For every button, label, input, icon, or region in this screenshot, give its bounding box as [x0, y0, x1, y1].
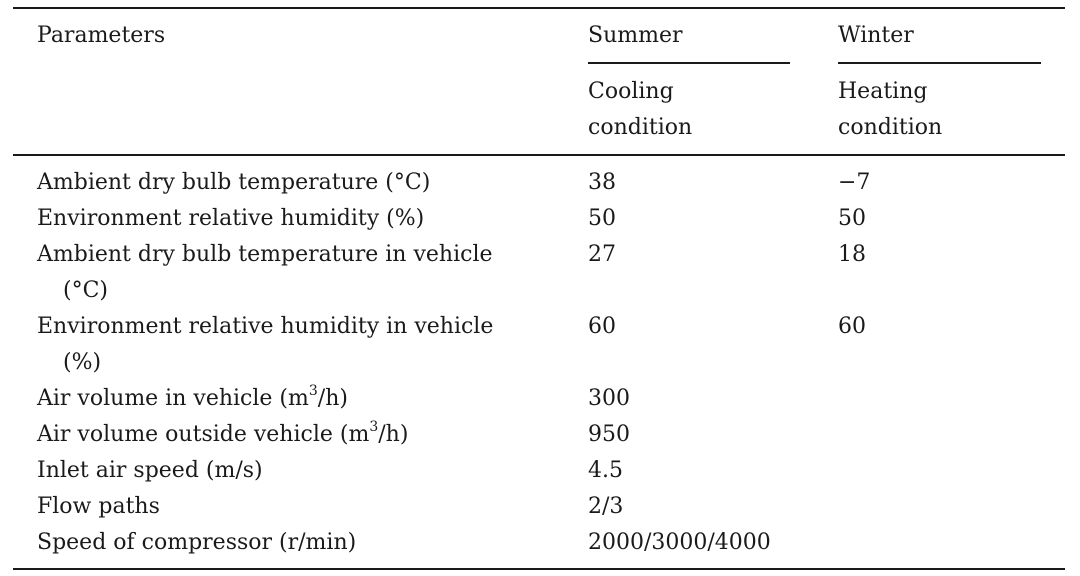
- header-summer: Summer: [588, 23, 683, 48]
- row-param: Speed of compressor (r/min): [37, 530, 357, 555]
- row-summer: 2000/3000/4000: [588, 530, 771, 555]
- row-param-pre: Air volume in vehicle (m: [37, 386, 309, 411]
- row-param: Environment relative humidity (%): [37, 206, 425, 231]
- row-param-sup: 3: [369, 418, 379, 435]
- row-param-line1: Environment relative humidity in vehicle: [37, 314, 494, 339]
- header-winter-sub: [838, 74, 942, 146]
- row-param-line2: (%): [63, 350, 102, 375]
- summer-header-rule: [588, 62, 790, 64]
- row-summer: 4.5: [588, 458, 623, 483]
- row-winter: 18: [838, 242, 866, 267]
- winter-header-rule: [838, 62, 1041, 64]
- parameters-table: [13, 0, 1065, 576]
- header-summer-sub: [588, 74, 692, 146]
- header-summer-sub-line2: condition: [588, 115, 693, 140]
- header-winter-sub-line2: condition: [838, 115, 943, 140]
- row-param-post: /h): [317, 386, 348, 411]
- row-param-line2: (°C): [63, 278, 108, 303]
- row-param: [37, 309, 493, 381]
- header-winter-sub-line1: Heating: [838, 79, 928, 104]
- row-param: Flow paths: [37, 494, 160, 519]
- row-summer: 50: [588, 206, 616, 231]
- row-winter: 60: [838, 314, 866, 339]
- header-summer-sub-line1: Cooling: [588, 79, 674, 104]
- row-summer: 2/3: [588, 494, 624, 519]
- header-winter: Winter: [838, 23, 914, 48]
- bottom-rule: [13, 568, 1065, 570]
- row-param-line1: Ambient dry bulb temperature in vehicle: [37, 242, 493, 267]
- row-param: [37, 237, 493, 309]
- row-param-sup: 3: [308, 382, 318, 399]
- row-summer: 950: [588, 422, 630, 447]
- row-param-pre: Air volume outside vehicle (m: [37, 422, 370, 447]
- row-param: Ambient dry bulb temperature (°C): [37, 170, 431, 195]
- row-summer: 60: [588, 314, 616, 339]
- top-rule: [13, 7, 1065, 9]
- row-param: Inlet air speed (m/s): [37, 458, 263, 483]
- row-winter: 50: [838, 206, 866, 231]
- header-bottom-rule: [13, 154, 1065, 156]
- row-summer: 27: [588, 242, 616, 267]
- row-param-post: /h): [378, 422, 409, 447]
- row-param: [37, 381, 348, 417]
- row-winter: −7: [838, 170, 871, 195]
- row-param: [37, 417, 408, 453]
- header-parameters: Parameters: [37, 23, 166, 48]
- row-summer: 300: [588, 386, 630, 411]
- row-summer: 38: [588, 170, 616, 195]
